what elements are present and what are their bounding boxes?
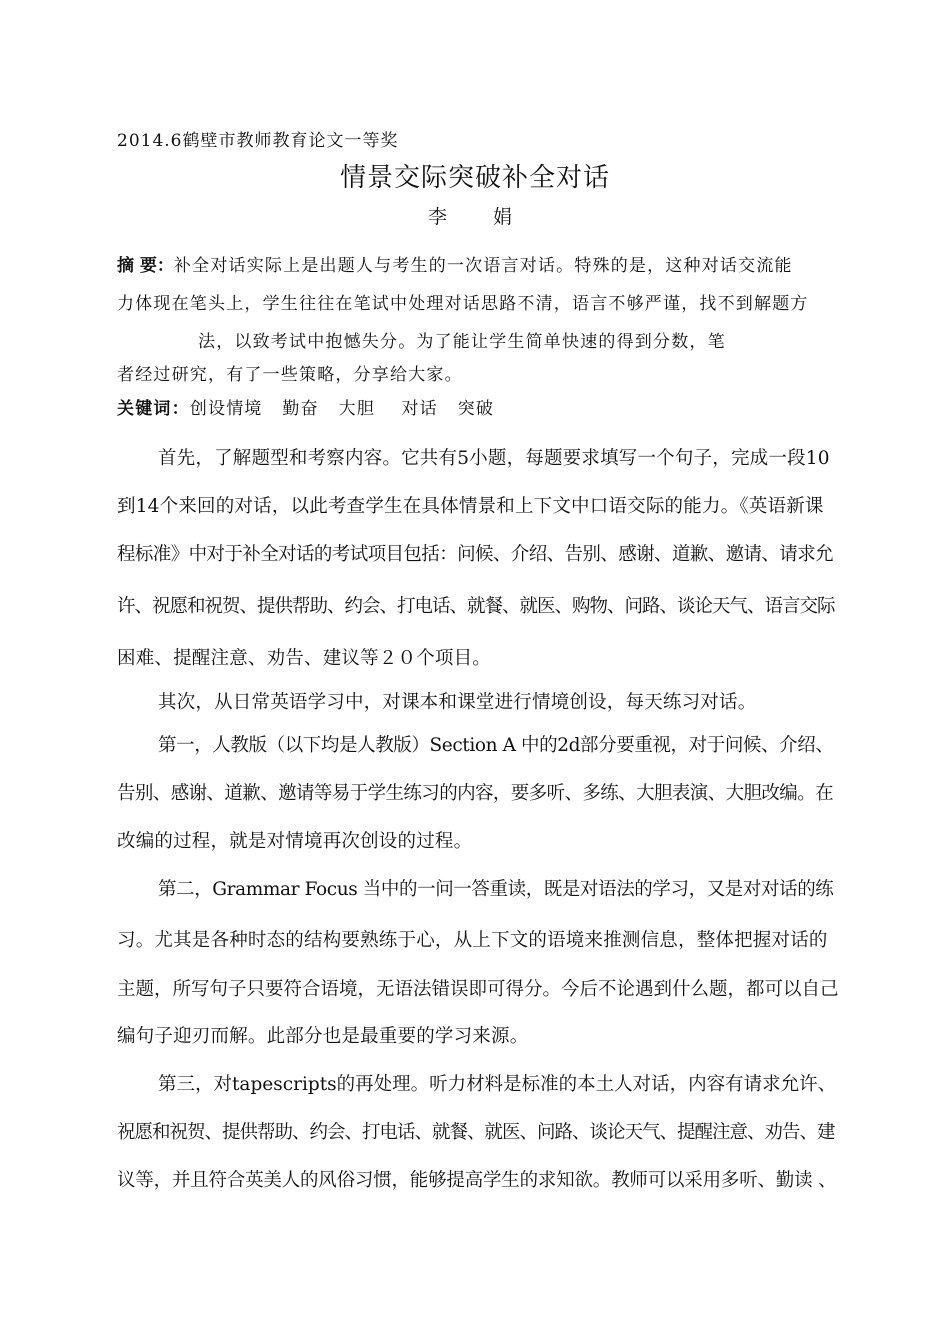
body-line: 第二，Grammar Focus 当中的一问一答重读，既是对语法的学习，又是对对话的练: [158, 879, 834, 900]
body-line: 编句子迎刃而解。此部分也是最重要的学习来源。: [117, 1026, 529, 1047]
body-line: 告别、感谢、道歉、邀请等易于学生练习的内容，要多听、多练、大胆表演、大胆改编。在: [117, 783, 834, 804]
body-line: 改编的过程，就是对情境再次创设的过程。: [117, 831, 473, 852]
abstract-line-2: 力体现在笔头上，学生往往在笔试中处理对话思路不清，语言不够严谨，找不到解题方: [117, 294, 809, 314]
paper-title: 情景交际突破补全对话: [339, 163, 610, 193]
body-line: 困难、提醒注意、劝告、建议等２０个项目。: [117, 648, 492, 669]
award-line: 2014.6鹤壁市教师教育论文一等奖: [117, 131, 399, 151]
keywords-label: 关键词：: [117, 399, 190, 419]
body-line: 第三，对tapescripts的再处理。听力材料是标准的本土人对话，内容有请求允许、: [158, 1074, 837, 1095]
body-line: 议等，并且符合英美人的风俗习惯，能够提高学生的求知欲。教师可以采用多听、勤读 、: [117, 1170, 837, 1191]
body-line: 祝愿和祝贺、提供帮助、约会、打电话、就餐、就医、问路、谈论天气、提醒注意、劝告、建: [117, 1122, 835, 1143]
abstract-text: 补全对话实际上是出题人与考生的一次语言对话。特殊的是，这种对话交流能: [173, 256, 793, 276]
body-line: 第一，人教版（以下均是人教版）Section A 中的2d部分要重视，对于问候、介绍、: [158, 735, 834, 756]
abstract-label: 摘 要：: [117, 256, 174, 276]
body-line: 习。尤其是各种时态的结构要熟练于心，从上下文的语境来推测信息，整体把握对话的: [117, 930, 828, 951]
body-line: 到14个来回的对话，以此考查学生在具体情景和上下文中口语交际的能力。《英语新课: [117, 496, 824, 517]
abstract-line-4: 者经过研究，有了一些策略，分享给大家。: [117, 365, 463, 385]
body-line: 主题，所写句子只要符合语境，无语法错误即可得分。今后不论遇到什么题，都可以自己: [117, 979, 839, 1000]
abstract-line-3: 法，以致考试中抱憾失分。为了能让学生简单快速的得到分数，笔: [198, 332, 726, 352]
body-line: 其次，从日常英语学习中，对课本和课堂进行情境创设，每天练习对话。: [158, 692, 757, 713]
body-line: 程标准》中对于补全对话的考试项目包括：问候、介绍、告别、感谢、道歉、邀请、请求允: [117, 544, 834, 565]
abstract-line-1: [117, 251, 793, 276]
body-line: 许、祝愿和祝贺、提供帮助、约会、打电话、就餐、就医、购物、问路、谈论天气、语言交际: [117, 596, 835, 617]
body-line: 首先，了解题型和考察内容。它共有5小题，每题要求填写一个句子，完成一段10: [158, 448, 830, 469]
keywords-line: [117, 394, 494, 419]
author-name: 李 娟: [427, 206, 533, 228]
keywords-text: 创设情境 勤奋 大胆 对话 突破: [189, 399, 495, 419]
